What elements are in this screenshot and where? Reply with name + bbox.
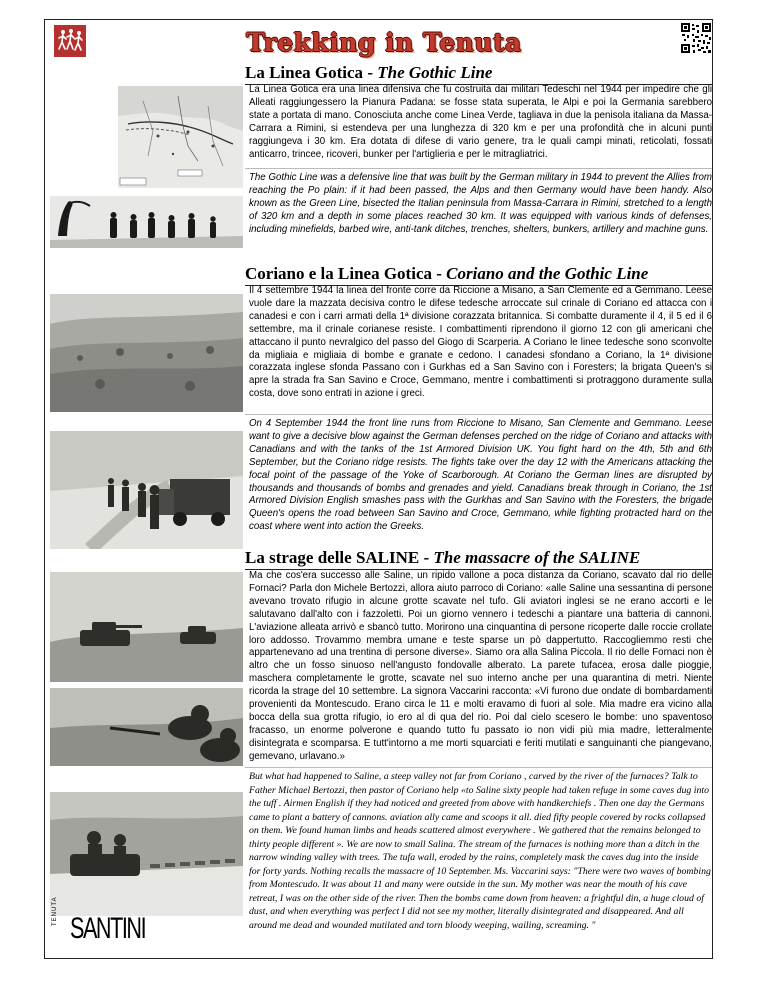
logo-brand-text: SANTINI: [70, 912, 146, 945]
heading-separator: -: [363, 63, 378, 82]
gothic-line-text-italian: La Linea Gotica era una linea difensiva che fu costruita dai militari Tedeschi nel 1944 per impedire che gli Alleati raggiungessero la Pianura Padana: se fosse stata superata, le Alpi e poi la Germania sarebbero state a portata di mano. Conosciuta anche come Linea Verde, tagliava in due la penisola italiana da Massa-Carrara a Rimini, si estendeva per una lunghezza di 320 km e per una profondità che in alcuni punti raggiungeva i 30 km. Era dotata di difese di vario genere, tra le quali campi minati, reticolati, fossati anticarro, trincee, ricoveri, bunker per l'artiglieria e per le mitragliatrici.: [249, 84, 712, 160]
heading-italian: La strage delle SALINE: [245, 548, 420, 567]
heading-italian: Coriano e la Linea Gotica: [245, 264, 432, 283]
tanks-photo: [50, 572, 243, 682]
heading-english: The Gothic Line: [377, 63, 493, 82]
divider: [245, 767, 712, 768]
coriano-landscape-photo: [50, 294, 243, 412]
gothic-line-text-english: The Gothic Line was a defensive line that was built by the German military in 1944 to prevent the Allies from reaching the Po plain: if it had been passed, the Alps and then Germany would have been handy. Also known as the Green Line, bisected the Italian peninsula from Massa-Carrara in Rimini, stretched to a length of 320 km and a depth in some places reached 30 km. It was equipped with various kinds of defenses, including minefields, barbed wire, anti-tank ditches, trenches, shelters, bunkers, artillery and machine guns.: [249, 172, 712, 235]
section-heading-coriano: [245, 264, 712, 286]
saline-text-english: But what had happened to Saline, a steep valley not far from Coriano , carved by the river of the furnaces? Talk to Father Michael Bertozzi, then pastor of Coriano help «to Saline sixty people had taken refuge in some caves dug into the tuff . Airmen English if they had noticed and greeted from above with handkerchiefs . Then one day the Germans came to plant a battery of cannons. aviation ally came and scoops it all. died fifty people covered by rocks collapsed on them. We found human limbs and heads scattered almost everywhere . We gathered that the remains belonged to thirty people different ». We are now to small Salina. The stream of the furnaces is nothing more than a ditch in the narrow winding valley with trees. The tufa wall, eroded by the rains, completely mask the caves dug into the inside for forty yards. Nothing recalls the massacre of 10 September. Ms. Vaccarini says: "There were two waves of bombing from Montescudo. It was about 11 and many were outside in the sun. My mother was near the mouth of his cave retreat, I was on the other side of the river. Then the bombs came down from heaven: a frightful din, a huge cloud of dust, and when everything was perfect I did not see my mother, literally disintegrated and disappeared. And all around me dead and wounded mutilated and torn bloody weeping, wailing, screaming. ": [249, 771, 711, 931]
soldiers-march-photo: [50, 196, 243, 248]
divider: [245, 414, 712, 415]
heading-separator: -: [431, 264, 447, 283]
coriano-text-english: On 4 September 1944 the front line runs from Riccione to Misano, San Clemente and Gemmano. Leese want to give a decisive blow against the German defenses perched on the ridge of Coriano and attacks with Canadians and with the tanks of the 1st Armored Division UK. You fight hard on the 4th, 5th and 6th September, but the Coriano ridge resists. The fights take over the day 12 with the Americans attacking the focal point of the passage of the Yoke of Scarborough. At Coriano the German lines are disrupted by thousands and thousands of bombs and grenades and yield. Canadians break through in Coriano, the 1st Armored Division English smashes pass with the Gurkhas and San Savino with the Foresters, the brigade Queen's opens the road between San Savino and Croce, Gemmano, while fighting protracted hard on the coast where went into action the Greeks.: [249, 418, 712, 533]
saline-text-italian: Ma che cos'era successo alle Saline, un ripido vallone a poca distanza da Coriano, scavato dal rio delle Fornaci? Parla don Michele Bertozzi, allora aiuto parroco di Coriano: «alle Saline una sessantina di persone avevano trovato rifugio in alcune grotte scavate nel tufo. Gli aviatori inglesi se ne erano accorti e le salutavano dall'alto con i fazzoletti. Poi un giorno vennero i tedeschi a piantare una batteria di cannoni. L'aviazione alleata arrivò e sbancò tutto. Morirono una cinquantina di persone ricoperte dalle roccie crollate loro addosso. Trovammo membra umane e teste sparse un pò dappertutto. Raccogliemmo resti che appartenevano ad una trentina di persone diverse». Siamo ora alla Salina Piccola. Il rio delle Fornaci non è altro che un fosso sinuoso nell'angusto fondovalle alberato. La parete tufacea, erosa dalle pioggie, maschera completamente le grotte, scavate nel suo interno anche per una quarantina di metri. Niente ricorda la strage del 10 settembre. La signora Vaccarini racconta: «Vi furono due ondate di bombardamenti provenienti da Montescudo. Erano circa le 11 e molti eravamo di fuori al sole. Mia madre era vicino alla bocca della sua grotta rifugio, io ero al di qua del rio. Poi dal cielo scesero le bombe: uno spaventoso fracasso, un enorme polverone e quando tutto fu passato io non vidi più mia madre, letteralmente disintegrata e scomparsa. E tutt'intorno a me morti squarciati e feriti mutilati e sanguinanti che piangevano, gemevano, urlavano.»: [249, 570, 712, 762]
heading-separator: -: [419, 548, 434, 567]
page-title: Trekking in Tenuta: [246, 28, 522, 57]
section-heading-saline: [245, 548, 712, 570]
troops-truck-photo: [50, 431, 243, 549]
coriano-text-italian: Il 4 settembre 1944 la linea del fronte corre da Riccione a Misano, a San Clemente ed a Gemmano. Leese vuole dare la mazzata decisiva contro le difese tedesche arroccate sul crinale di Coriano ed attacca con i canadesi e con i carri armati della 1ª divisione corazzata britannica. Si combatte duramente il 4, il 5 ed il 6 settembre, ma il crinale corianese resiste. I combattimenti riprendono il giorno 12 con gli americani che attaccano il punto nevralgico del passo del Giogo di Scarperia. A Coriano le linee tedesche sono sconvolte da migliaia e migliaia di bombe e granate e cedono. I canadesi sfondano a Coriano, la 1ª divisione corazzata inglese sfonda Passano con i Gurkhas ed a San Savino con i Foresters; la brigata Queen's si apre la strada fra San Savino e Croce, Gemmano, mentre i combattimenti si protraggono duramente sulla costa, dove sono entrati in azione i greci.: [249, 285, 712, 400]
heading-english: Coriano and the Gothic Line: [446, 264, 649, 283]
section-heading-gothic-line: [245, 63, 712, 85]
heading-italian: La Linea Gotica: [245, 63, 364, 82]
heading-english: The massacre of the SALINE: [433, 548, 641, 567]
divider: [245, 168, 712, 169]
logo-side-text: TENUTA: [52, 896, 58, 926]
gothic-line-map-image: [118, 86, 243, 188]
machine-gun-photo: [50, 688, 243, 766]
qr-code-icon[interactable]: [680, 22, 712, 54]
tank-crossing-photo: [50, 792, 243, 916]
